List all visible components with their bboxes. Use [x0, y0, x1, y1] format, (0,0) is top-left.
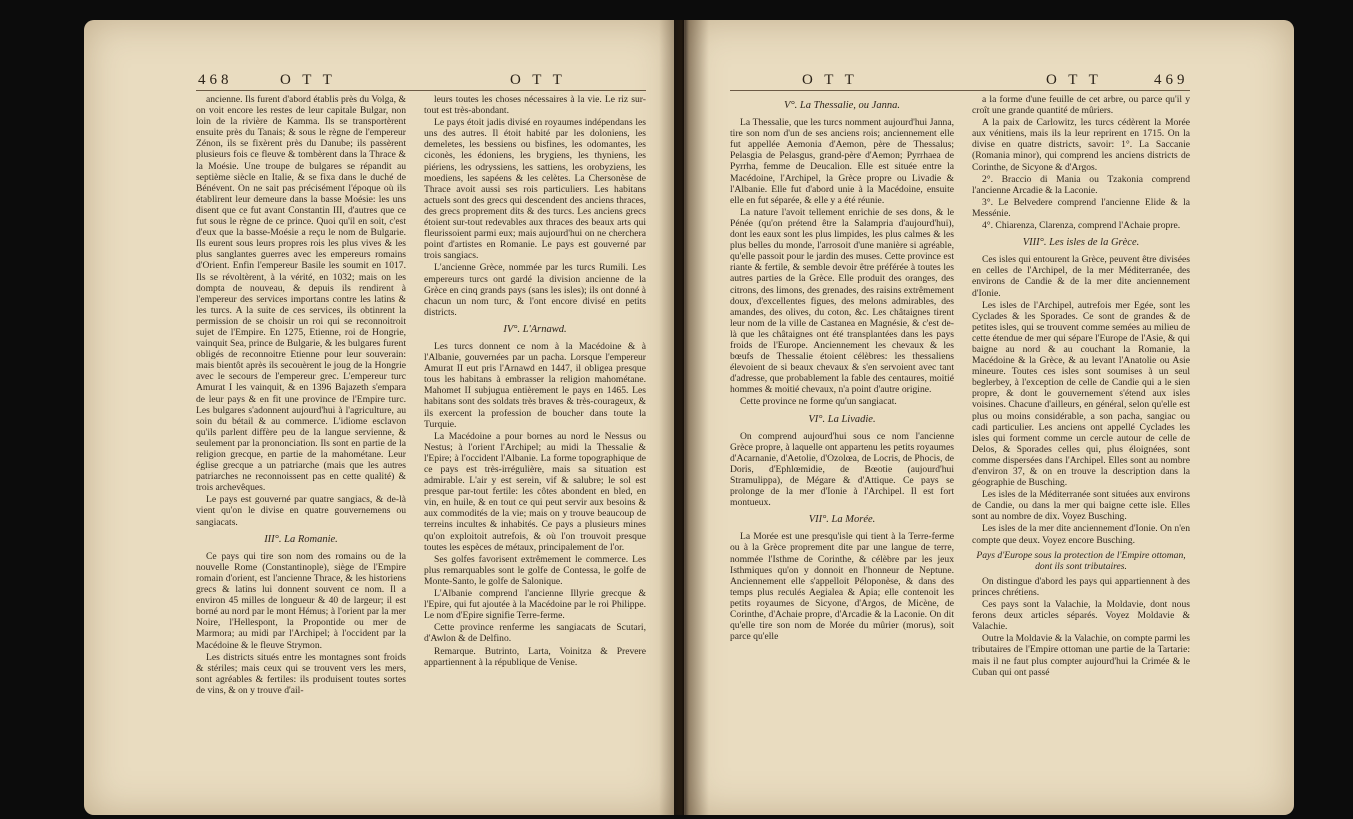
book-spread [84, 20, 1294, 815]
section-heading: III°. La Romanie. [264, 533, 338, 545]
page-number: 469 [1154, 72, 1189, 88]
paragraph: a la forme d'une feuille de cet arbre, ou parce qu'il y croît une grande quantité de mûriers. [972, 94, 1190, 117]
paragraph: Les isles de l'Archipel, autrefois mer Egée, sont les Cyclades & les Sporades. Ce sont de grandes & de petites isles, qui se trouvent comme semées au milieu de cette étendue de mer qui sépare l'Europe de l'Asie, & qui baigne au nord & au couchant la Romanie, la Macédoine & la Grèce, & au levant l'Anatolie ou Asie mineure. Toutes ces isles sont soumises à un seul beglerbey, à l'exception de celle de Candie qui a le sien propre, & dont le gouvernement s'étend aux isles voisines. Chacune d'ailleurs, en général, selon qu'elle est plus ou moins considérable, a son pacha, sangiac ou cadi particulier. Les anciens ont appellé Cyclades les isles qui forment comme un cercle autour de celle de Delos, & Sporades celles qui, plus éloignées, sont comme dispersées dans l'Archipel. Elles sont au nombre d'environ 37, & on en trouve la description dans la géographie de Busching. [972, 299, 1190, 489]
section-heading: VI°. La Livadie. [808, 413, 876, 425]
paragraph: La nature l'avoit tellement enrichie de ses dons, & le Pénée (qu'on prétend être la Salampria d'aujourd'hui), dont les eaux sont les plus limpides, les plus calmes & les plus belles du monde, l'arrosoit d'une manière si agréable, qu'elle passoit pour le jardin des muses. Cette province est riante & fertile, & semble devoir être préférée à toutes les autres parties de la Grèce. Elle produit des oranges, des citrons, des limons, des grenades, des raisins extrêmement doux, d'excellentes figues, des melons admirables, des amandes, des olives, du coton, &c. Les châtaignes tirent leur nom de la ville de Castanea en Magnésie, & c'est de-là que les châtaignes ont été transplantées dans les pays froids de l'Europe. Anciennement les chevaux & les bœufs de Thessalie étoient célèbres: les thessaliens élevoient de si beaux chevaux & s'en servoient avec tant d'adresse, que probablement la fable des centaures, moitié hommes & moitié chevaux, n'a point d'autre origine. [730, 206, 954, 396]
paragraph: Ces isles qui entourent la Grèce, peuvent être divisées en celles de l'Archipel, de la mer Méditerranée, des environs de Candie & de la mer dite anciennement d'Ionie. [972, 254, 1190, 299]
header-rule [196, 90, 646, 91]
paragraph: Ses golfes favorisent extrêmement le commerce. Les plus remarquables sont le golfe de Contessa, le golfe de Monte-Santo, le golfe de Salonique. [424, 553, 646, 587]
paragraph: La Macédoine a pour bornes au nord le Nessus ou Nestus; à l'orient l'Archipel; au midi la Thessalie & l'Epire; à l'occident l'Albanie. La forme topographique de ce pays est très-irrégulière, mais sa situation est admirable. L'air y est serein, vif & salubre; le sol est presque par-tout fertile: les côtes abondent en bled, en vin, en huile, & en tout ce qui peut servir aux besoins & aux commodités de la vie; mais on y trouve beaucoup de terreins incultes & inhabités. Ce pays a plusieurs mines qu'on exploitoit autrefois, & où l'on trouvoit presque toutes les espèces de métaux, principalement de l'or. [424, 430, 646, 553]
running-head: O T T [280, 72, 336, 88]
text-column [424, 94, 646, 669]
paragraph: 4°. Chiarenza, Clarenza, comprend l'Achaie propre. [982, 220, 1181, 232]
paragraph: Ces pays sont la Valachie, la Moldavie, dont nous ferons deux articles séparés. Voyez Moldavie & Valachie. [972, 599, 1190, 633]
paragraph: Les isles de la mer dite anciennement d'Ionie. On n'en compte que deux. Voyez encore Busching. [972, 523, 1190, 546]
paragraph: L'Albanie comprend l'ancienne Illyrie grecque & l'Epire, qui fut ajoutée à la Macédoine par le roi Philippe. Le nom d'Epire signifie Terre-ferme. [424, 588, 646, 622]
paragraph: Outre la Moldavie & la Valachie, on compte parmi les tributaires de l'Empire ottoman une partie de la Tartarie: mais il ne faut plus compter aujourd'hui la Crimée & le Cuban qui ont passé [972, 633, 1190, 678]
right-page [684, 20, 1294, 815]
section-heading: VII°. La Morée. [808, 514, 876, 526]
header-rule [730, 90, 1190, 91]
section-heading: VIII°. Les isles de la Grèce. [1022, 237, 1140, 249]
text-column [730, 94, 954, 643]
paragraph: Cette province renferme les sangiacats de Scutari, d'Awlon & de Delfino. [424, 622, 646, 645]
paragraph: On distingue d'abord les pays qui appartiennent à des princes chrétiens. [972, 575, 1190, 598]
paragraph: On comprend aujourd'hui sous ce nom l'ancienne Grèce propre, à laquelle ont appartenu les petits royaumes d'Acarnanie, d'Aetolie, d'Ozolœa, de Locris, de Phocis, de Doris, d'Ephlœmidie, de Bœotie (aujourd'hui Stramulippa), de Mégare & d'Attique. Ce pays se prolonge de la mer d'Ionie à l'Archipel. Il est fort montueux. [730, 430, 954, 509]
paragraph: Les isles de la Méditerranée sont situées aux environs de Candie, ou dans la mer qui baigne cette isle. Elles sont au nombre de dix. Voyez Busching. [972, 489, 1190, 523]
section-heading: Pays d'Europe sous la protection de l'Empire ottoman, dont ils sont tributaires. [976, 549, 1186, 572]
running-head: O T T [510, 72, 566, 88]
paragraph: Cette province ne forme qu'un sangiacat. [740, 396, 897, 408]
paragraph: Les turcs donnent ce nom à la Macédoine & à l'Albanie, gouvernées par un pacha. Lorsque l'empereur Amurat II eut pris l'Arnawd en 1447, il obligea presque tous les habitans à embrasser la religion mahométane. Mahomet II subjugua entièrement le pays en 1465. Les habitans sont des soldats très braves & très-courageux, & ils exercent la profession de boucher dans toute la Turquie. [424, 340, 646, 430]
running-head: O T T [1046, 72, 1102, 88]
page-number: 468 [198, 72, 233, 88]
paragraph: 3°. Le Belvedere comprend l'ancienne Elide & la Messénie. [972, 196, 1190, 219]
paragraph: Les districts situés entre les montagnes sont froids & stériles; mais ceux qui se trouvent vers les mers, sont agréables & fertiles: ils produisent toutes sortes de vins, & on y trouve d'ail- [196, 651, 406, 696]
paragraph: Le pays étoit jadis divisé en royaumes indépendans les uns des autres. Il étoit habité par les doloniens, les demeletes, les bessiens ou bisfines, les odomantes, les ciconès, les édoniens, les brygiens, les thyniens, les piériens, les odryssiens, les sattiens, les orobyziens, les moediens, les sapéens & les celètes. La Chersonèse de Thrace avoit aussi ses rois particuliers. Les habitans actuels sont des grecs qui descendent des anciens thraces, des grecs proprement dits & des turcs. Les anciens grecs étoient sur-tout redevables aux thraces des beaux arts qui fleurissoient parmi eux; mais aujourd'hui on ne cherchera point d'artistes en Romanie. Le pays est gouverné par trois sangiacs. [424, 117, 646, 262]
book-gutter [659, 20, 709, 815]
paragraph: leurs toutes les choses nécessaires à la vie. Le riz sur-tout est très-abondant. [424, 94, 646, 117]
section-heading: IV°. L'Arnawd. [503, 323, 567, 335]
paragraph: L'ancienne Grèce, nommée par les turcs Rumili. Les empereurs turcs ont gardé la division ancienne de la Grèce en cinq grands pays (sans les isles); ils ont donné à chacun un nom turc, & l'ont encore divisé en petits districts. [424, 262, 646, 318]
paragraph: ancienne. Ils furent d'abord établis près du Volga, & on voit encore les restes de leur capitale Bulgar, non loin de la rivière de Kamma. Ils se transportèrent ensuite près du Tanais; & sous le règne de l'empereur Zénon, ils se fixèrent près du Danube; ils passèrent plusieurs fois ce fleuve & tombèrent dans la Thrace & la Moésie. Une troupe de bulgares se répandit au septième siècle en Italie, & se fixa dans le duché de Bénévent. On ne sait pas précisément l'époque où ils établirent leur demeure dans la basse Moésie: les uns disent que ce fut avant Constantin III, d'autres que ce fut sous le règne de ce prince. Quoi qu'il en soit, c'est d'eux que la basse-Moésie a reçu le nom de Bulgarie. Ils eurent sous leurs propres rois les plus vives & les plus sanglantes guerres avec les empereurs romains d'Orient. Enfin l'empereur Basile les soumit en 1017. Ils se révoltèrent, à la vérité, en 1032; mais on les dompta de nouveau, & depuis ils rendirent à l'empereur des services importans contre les latins & les turcs. A la suite de ces services, ils obtinrent la permission de se choisir un roi qui se reconnoitroit sujet de l'Empire. En 1275, Etienne, roi de Hongrie, vainquit Sea, prince de Bulgarie, & les bulgares furent obligés de reconnoitre Etienne pour leur souverain: mais bientôt après ils secouèrent le joug de la Hongrie avec le secours de l'empereur grec. L'empereur turc Amurat I les vainquit, & en 1396 Bajazeth s'empara de leur pays & en fit une province de l'Empire turc. Les bulgares s'adonnent aujourd'hui à l'agriculture, au soin du bétail & au commerce. L'idiome esclavon qu'ils parlent diffère peu de la langue servienne, & seulement par la prononciation. Ils sont en partie de la religion grecque, en partie de la mahométane. Leur église grecque a un patriarche (mais que les autres patriarches ne reconnoissent pas en cette qualité) & trois archevêques. [196, 94, 406, 494]
paragraph: Le pays est gouverné par quatre sangiacs, & de-là vient qu'on le divise en quatre gouvernemens ou sangiacats. [196, 494, 406, 528]
paragraph: 2°. Braccio di Mania ou Tzakonia comprend l'ancienne Arcadie & la Laconie. [972, 173, 1190, 196]
section-heading: V°. La Thessalie, ou Janna. [784, 100, 900, 111]
left-page [84, 20, 674, 815]
paragraph: Remarque. Butrinto, Larta, Voinitza & Prevere appartiennent à la république de Venise. [424, 645, 646, 668]
text-column [972, 94, 1190, 679]
paragraph: La Thessalie, que les turcs nomment aujourd'hui Janna, tire son nom d'un de ses anciens rois; anciennement elle fut appellée Aemonia d'Aemon, père de Thessalus; Pelasgia de Pelasgus, grand-père d'Aemon; Pyrrhaea de Pyrrha, femme de Deucalion. Elle est située entre la Macédoine, l'Archipel, la Grèce propre ou Livadie & l'Albanie. Elle fut d'abord unie à la Macédoine, ensuite elle en fut séparée, & elle y a été réunie. [730, 117, 954, 206]
paragraph: La Morée est une presqu'isle qui tient à la Terre-ferme ou à la Grèce proprement dite par une langue de terre, nommée l'Isthme de Corinthe, & célèbre par les jeux Isthmiques qu'on y donnoit en l'honneur de Neptune. Anciennement elle s'appelloit Péloponèse, & dans des temps plus reculés Aegialea & Apia; elle contenoit les petits royaumes de Sicyone, d'Argos, de Micène, de Corinthe, d'Achaie propre, d'Arcadie & la Laconie. On dit qu'elle tire son nom de Morée du mûrier (morus), soit parce qu'elle [730, 531, 954, 643]
text-column [196, 94, 406, 697]
paragraph: Ce pays qui tire son nom des romains ou de la nouvelle Rome (Constantinople), siège de l'Empire romain d'orient, est l'ancienne Thrace, & les historiens grecs & latins lui donnent souvent ce nom. Il a environ 45 milles de longueur & 40 de largeur; il est borné au nord par le mont Hémus; à l'orient par la mer Noire, l'Hellespont, la Propontide ou mer de Marmora; au midi par l'Archipel; à l'occident par la Macédoine & le fleuve Strymon. [196, 550, 406, 651]
paragraph: A la paix de Carlowitz, les turcs cédèrent la Morée aux vénitiens, mais ils la leur reprirent en 1715. On la divise en quatre districts, savoir: 1°. La Saccanie (Romania minor), qui comprend les anciens districts de Corinthe, de Sicyone & d'Argos. [972, 117, 1190, 173]
running-head: O T T [802, 72, 858, 88]
